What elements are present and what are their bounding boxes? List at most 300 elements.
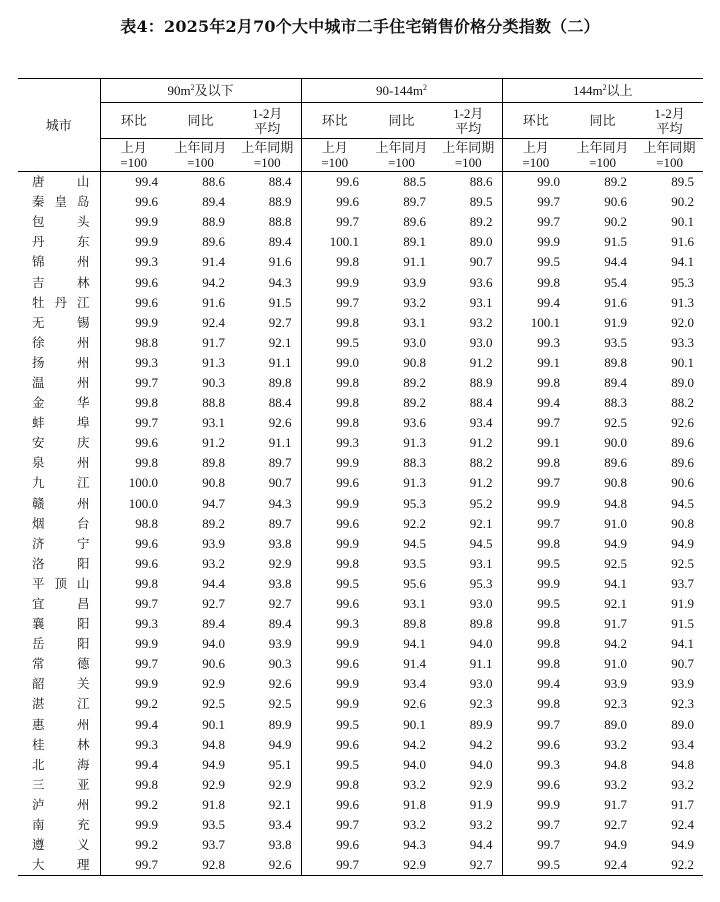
index-value: 95.6 [403, 575, 427, 591]
index-value: 91.3 [403, 435, 427, 451]
city-name: 常德 [32, 656, 90, 672]
index-value: 99.4 [502, 293, 569, 313]
index-value: 92.1 [268, 796, 292, 812]
index-value: 94.0 [469, 636, 493, 652]
index-value: 92.4 [569, 855, 636, 876]
index-value: 99.9 [100, 313, 167, 333]
city-name: 遵义 [32, 837, 90, 853]
index-value: 89.6 [671, 435, 695, 451]
index-value: 99.9 [301, 534, 368, 554]
index-value: 93.2 [469, 314, 493, 330]
index-value: 93.0 [469, 596, 493, 612]
index-value: 89.4 [268, 616, 292, 632]
index-value: 94.1 [671, 636, 695, 652]
city-name: 泸州 [32, 796, 90, 812]
index-value: 89.8 [403, 616, 427, 632]
city-name: 北海 [32, 756, 90, 772]
index-value: 99.7 [100, 855, 167, 876]
index-value: 91.1 [469, 656, 493, 672]
index-value: 88.6 [469, 174, 493, 190]
index-value: 99.7 [502, 212, 569, 232]
index-value: 92.5 [268, 696, 292, 712]
index-value: 89.2 [403, 395, 427, 411]
index-value: 91.2 [469, 354, 493, 370]
city-name: 济宁 [32, 535, 90, 551]
index-value: 99.6 [301, 654, 368, 674]
index-value: 99.7 [502, 514, 569, 534]
index-value: 99.8 [100, 574, 167, 594]
index-value: 99.9 [502, 574, 569, 594]
table-row [18, 252, 703, 272]
index-value: 92.7 [604, 817, 628, 833]
index-value: 91.3 [671, 294, 695, 310]
city-name: 洛阳 [32, 555, 90, 571]
index-value: 92.6 [268, 676, 292, 692]
index-value: 89.6 [403, 214, 427, 230]
index-value: 89.0 [671, 716, 695, 732]
index-value: 99.2 [100, 835, 167, 855]
index-value: 99.3 [502, 333, 569, 353]
index-value: 99.8 [502, 614, 569, 634]
index-value: 93.0 [469, 334, 493, 350]
index-value: 91.5 [604, 234, 628, 250]
index-value: 94.9 [604, 837, 628, 853]
index-value: 94.8 [604, 495, 628, 511]
city-name: 徐州 [32, 334, 90, 350]
index-value: 99.7 [100, 373, 167, 393]
index-value: 89.2 [469, 214, 493, 230]
table-row [18, 534, 703, 554]
index-value: 99.3 [100, 353, 167, 373]
index-value: 90.1 [671, 214, 695, 230]
sub-header-row [18, 103, 703, 139]
index-value: 93.5 [604, 334, 628, 350]
index-value: 91.5 [671, 616, 695, 632]
table-row [18, 755, 703, 775]
index-value: 92.9 [469, 776, 493, 792]
index-value: 89.7 [268, 515, 292, 531]
index-value: 100.0 [100, 473, 167, 493]
mom-base-label: 上月 =100 [502, 139, 569, 172]
page-title: 表4：2025年2月70个大中城市二手住宅销售价格分类指数（二） [120, 17, 600, 36]
index-value: 99.5 [301, 574, 368, 594]
table-row [18, 694, 703, 714]
index-value: 93.2 [403, 776, 427, 792]
table-row [18, 674, 703, 694]
index-value: 90.1 [403, 716, 427, 732]
index-value: 90.7 [469, 254, 493, 270]
index-value: 99.8 [301, 393, 368, 413]
index-value: 94.8 [604, 756, 628, 772]
index-value: 99.3 [502, 755, 569, 775]
city-name: 桂林 [32, 736, 90, 752]
index-value: 89.9 [268, 716, 292, 732]
index-value: 92.5 [671, 555, 695, 571]
index-value: 99.1 [502, 433, 569, 453]
index-value: 90.2 [604, 214, 628, 230]
yoy-base-label: 上年同月 =100 [167, 139, 234, 172]
index-value: 99.7 [100, 654, 167, 674]
index-value: 90.3 [202, 374, 225, 390]
index-value: 89.0 [469, 234, 493, 250]
table-row [18, 232, 703, 252]
index-value: 99.2 [100, 694, 167, 714]
index-value: 99.9 [301, 674, 368, 694]
index-value: 94.5 [469, 535, 493, 551]
index-value: 91.9 [604, 314, 628, 330]
index-value: 94.8 [671, 756, 695, 772]
index-value: 94.2 [202, 274, 225, 290]
group-header-large: $144m^2$以上 [502, 79, 703, 103]
index-value: 99.8 [502, 694, 569, 714]
index-value: 94.5 [671, 495, 695, 511]
city-name: 秦皇岛 [32, 194, 90, 210]
city-name: 韶关 [32, 676, 90, 692]
city-name: 南充 [32, 817, 90, 833]
index-value: 88.8 [268, 214, 292, 230]
index-value: 88.9 [469, 374, 493, 390]
index-value: 94.4 [202, 575, 225, 591]
index-value: 99.8 [502, 272, 569, 292]
index-value: 90.7 [671, 656, 695, 672]
city-name: 丹东 [32, 234, 90, 250]
index-value: 94.0 [202, 636, 225, 652]
table-row [18, 835, 703, 855]
index-value: 99.6 [301, 192, 368, 212]
index-value: 99.9 [100, 815, 167, 835]
index-value: 93.7 [671, 575, 695, 591]
index-value: 93.8 [268, 837, 292, 853]
base-header-row [18, 139, 703, 172]
index-value: 94.3 [403, 837, 427, 853]
index-value: 94.0 [469, 756, 493, 772]
index-value: 93.5 [202, 817, 225, 833]
city-name: 扬州 [32, 354, 90, 370]
avg-header: 1-2月 平均 [636, 103, 703, 139]
index-value: 99.5 [301, 715, 368, 735]
index-value: 93.0 [469, 676, 493, 692]
index-value: 100.1 [502, 313, 569, 333]
yoy-base-label: 上年同月 =100 [368, 139, 435, 172]
index-value: 89.5 [469, 194, 493, 210]
index-value: 91.7 [604, 616, 628, 632]
mom-base-label: 上月 =100 [301, 139, 368, 172]
index-value: 99.7 [301, 293, 368, 313]
table-row [18, 574, 703, 594]
city-name: 锦州 [32, 254, 90, 270]
table-row [18, 634, 703, 654]
index-value: 91.3 [403, 475, 427, 491]
index-value: 92.2 [403, 515, 427, 531]
index-value: 99.2 [100, 795, 167, 815]
table-row [18, 815, 703, 835]
index-value: 99.8 [301, 313, 368, 333]
index-value: 89.4 [268, 234, 292, 250]
index-value: 99.8 [502, 373, 569, 393]
index-value: 94.5 [403, 535, 427, 551]
table-row [18, 855, 703, 876]
mom-header: 环比 [301, 103, 368, 139]
index-value: 99.9 [301, 453, 368, 473]
index-value: 93.1 [469, 294, 493, 310]
index-value: 93.7 [202, 837, 225, 853]
index-value: 99.5 [502, 252, 569, 272]
city-name: 宜昌 [32, 596, 90, 612]
index-value: 90.2 [671, 194, 695, 210]
index-value: 92.7 [202, 596, 225, 612]
index-value: 91.7 [671, 796, 695, 812]
index-value: 99.9 [301, 694, 368, 714]
city-name: 无锡 [32, 314, 90, 330]
index-value: 99.0 [502, 172, 569, 193]
index-value: 92.9 [202, 776, 225, 792]
city-name: 三亚 [32, 776, 90, 792]
index-value: 93.2 [202, 555, 225, 571]
table-row [18, 313, 703, 333]
index-value: 98.8 [100, 514, 167, 534]
index-value: 91.0 [604, 656, 628, 672]
index-value: 91.2 [469, 435, 493, 451]
index-value: 99.4 [100, 172, 167, 193]
index-value: 99.9 [502, 795, 569, 815]
index-value: 98.8 [100, 333, 167, 353]
city-name: 温州 [32, 374, 90, 390]
index-value: 95.2 [469, 495, 493, 511]
index-value: 91.6 [604, 294, 628, 310]
city-name: 平顶山 [32, 575, 90, 591]
index-value: 88.3 [604, 395, 628, 411]
index-value: 95.4 [604, 274, 628, 290]
index-value: 99.5 [301, 755, 368, 775]
index-value: 90.8 [202, 475, 225, 491]
city-name: 惠州 [32, 716, 90, 732]
index-value: 95.3 [469, 575, 493, 591]
index-value: 93.2 [403, 294, 427, 310]
index-value: 93.4 [403, 676, 427, 692]
index-value: 91.4 [202, 254, 225, 270]
index-value: 91.2 [469, 475, 493, 491]
index-value: 91.7 [202, 334, 225, 350]
index-value: 92.5 [202, 696, 225, 712]
index-value: 99.6 [100, 272, 167, 292]
index-value: 92.3 [604, 696, 628, 712]
index-value: 99.9 [301, 494, 368, 514]
index-value: 92.3 [469, 696, 493, 712]
index-value: 92.6 [671, 415, 695, 431]
avg-header: 1-2月 平均 [435, 103, 502, 139]
mom-base-label: 上月 =100 [100, 139, 167, 172]
index-value: 99.9 [100, 212, 167, 232]
index-value: 99.6 [100, 293, 167, 313]
index-value: 90.8 [671, 515, 695, 531]
index-value: 89.6 [202, 234, 225, 250]
index-value: 88.3 [403, 455, 427, 471]
index-value: 99.9 [301, 634, 368, 654]
index-value: 99.6 [301, 172, 368, 193]
city-name: 包头 [32, 214, 90, 230]
index-value: 99.5 [502, 594, 569, 614]
table-row [18, 494, 703, 514]
index-value: 94.3 [268, 495, 292, 511]
index-value: 99.6 [301, 473, 368, 493]
index-value: 99.8 [301, 413, 368, 433]
index-value: 99.9 [502, 232, 569, 252]
table-row [18, 413, 703, 433]
index-value: 93.9 [604, 676, 628, 692]
city-name: 安庆 [32, 435, 90, 451]
index-value: 89.2 [202, 515, 225, 531]
index-value: 99.8 [301, 554, 368, 574]
index-value: 95.3 [403, 495, 427, 511]
index-value: 99.7 [502, 815, 569, 835]
index-value: 99.8 [502, 534, 569, 554]
index-value: 90.6 [604, 194, 628, 210]
index-value: 93.4 [268, 817, 292, 833]
table-row [18, 393, 703, 413]
index-value: 93.8 [268, 575, 292, 591]
city-name: 大理 [18, 855, 100, 876]
index-value: 93.1 [202, 415, 225, 431]
index-value: 99.7 [502, 835, 569, 855]
index-value: 94.3 [268, 274, 292, 290]
index-value: 99.6 [301, 514, 368, 534]
index-value: 94.4 [604, 254, 628, 270]
index-value: 93.4 [671, 736, 695, 752]
city-name: 烟台 [32, 515, 90, 531]
index-value: 99.4 [502, 674, 569, 694]
index-value: 88.4 [268, 174, 292, 190]
index-value: 91.7 [604, 796, 628, 812]
index-value: 93.3 [671, 334, 695, 350]
yoy-header: 同比 [368, 103, 435, 139]
index-value: 91.1 [268, 435, 292, 451]
index-value: 99.8 [502, 634, 569, 654]
index-value: 89.2 [604, 174, 628, 190]
index-value: 89.1 [403, 234, 427, 250]
index-value: 90.1 [202, 716, 225, 732]
index-value: 91.0 [604, 515, 628, 531]
index-value: 99.6 [502, 735, 569, 755]
index-value: 89.2 [403, 374, 427, 390]
index-value: 94.9 [202, 756, 225, 772]
index-value: 93.9 [202, 535, 225, 551]
index-value: 99.7 [502, 413, 569, 433]
avg-header: 1-2月 平均 [234, 103, 301, 139]
table-row [18, 272, 703, 292]
index-value: 99.7 [100, 413, 167, 433]
index-value: 93.1 [403, 596, 427, 612]
index-value: 94.4 [469, 837, 493, 853]
index-value: 95.1 [268, 756, 292, 772]
mom-header: 环比 [502, 103, 569, 139]
index-value: 99.4 [100, 715, 167, 735]
index-value: 99.3 [301, 614, 368, 634]
index-value: 99.8 [301, 373, 368, 393]
index-value: 90.0 [604, 435, 628, 451]
index-value: 99.6 [100, 433, 167, 453]
index-value: 89.4 [202, 194, 225, 210]
index-value: 92.6 [234, 855, 301, 876]
index-value: 91.8 [403, 796, 427, 812]
index-value: 99.6 [100, 534, 167, 554]
index-value: 91.6 [671, 234, 695, 250]
index-value: 93.2 [469, 817, 493, 833]
index-value: 94.1 [604, 575, 628, 591]
index-value: 99.7 [502, 715, 569, 735]
index-value: 89.4 [604, 374, 628, 390]
index-value: 92.1 [604, 596, 628, 612]
index-value: 99.9 [100, 232, 167, 252]
index-value: 89.6 [671, 455, 695, 471]
index-value: 94.1 [403, 636, 427, 652]
index-value: 92.6 [403, 696, 427, 712]
index-value: 99.9 [502, 494, 569, 514]
index-value: 92.4 [202, 314, 225, 330]
index-value: 99.8 [100, 393, 167, 413]
city-name: 唐山 [32, 174, 90, 190]
table-row [18, 614, 703, 634]
index-value: 99.6 [100, 554, 167, 574]
index-value: 92.7 [435, 855, 502, 876]
index-value: 91.9 [469, 796, 493, 812]
index-value: 91.9 [671, 596, 695, 612]
index-value: 92.6 [268, 415, 292, 431]
price-index-table [18, 78, 703, 876]
index-value: 93.0 [403, 334, 427, 350]
index-value: 93.2 [604, 736, 628, 752]
index-value: 91.2 [202, 435, 225, 451]
index-value: 92.9 [368, 855, 435, 876]
index-value: 89.7 [268, 455, 292, 471]
table-row [18, 333, 703, 353]
index-value: 88.2 [671, 395, 695, 411]
index-value: 89.9 [469, 716, 493, 732]
index-value: 88.4 [469, 395, 493, 411]
table-row [18, 594, 703, 614]
avg-base-label: 上年同期 =100 [234, 139, 301, 172]
table-row [18, 795, 703, 815]
index-value: 99.8 [100, 775, 167, 795]
index-value: 95.3 [671, 274, 695, 290]
city-name: 金华 [32, 395, 90, 411]
table-row [18, 514, 703, 534]
index-value: 88.4 [268, 395, 292, 411]
index-value: 99.8 [301, 252, 368, 272]
index-value: 89.5 [671, 174, 695, 190]
index-value: 88.6 [202, 174, 225, 190]
city-name: 襄阳 [32, 616, 90, 632]
table-row [18, 715, 703, 735]
index-value: 88.2 [469, 455, 493, 471]
index-value: 99.6 [301, 795, 368, 815]
index-value: 99.6 [100, 192, 167, 212]
city-name: 赣州 [32, 495, 90, 511]
index-value: 93.9 [671, 676, 695, 692]
index-value: 89.8 [469, 616, 493, 632]
index-value: 92.7 [268, 314, 292, 330]
table-row [18, 654, 703, 674]
index-value: 91.6 [202, 294, 225, 310]
index-value: 92.7 [268, 596, 292, 612]
index-value: 93.2 [604, 776, 628, 792]
index-value: 90.3 [268, 656, 292, 672]
index-value: 92.9 [202, 676, 225, 692]
index-value: 99.7 [502, 192, 569, 212]
table-row [18, 293, 703, 313]
index-value: 99.0 [301, 353, 368, 373]
index-value: 89.0 [604, 716, 628, 732]
index-value: 99.3 [100, 252, 167, 272]
